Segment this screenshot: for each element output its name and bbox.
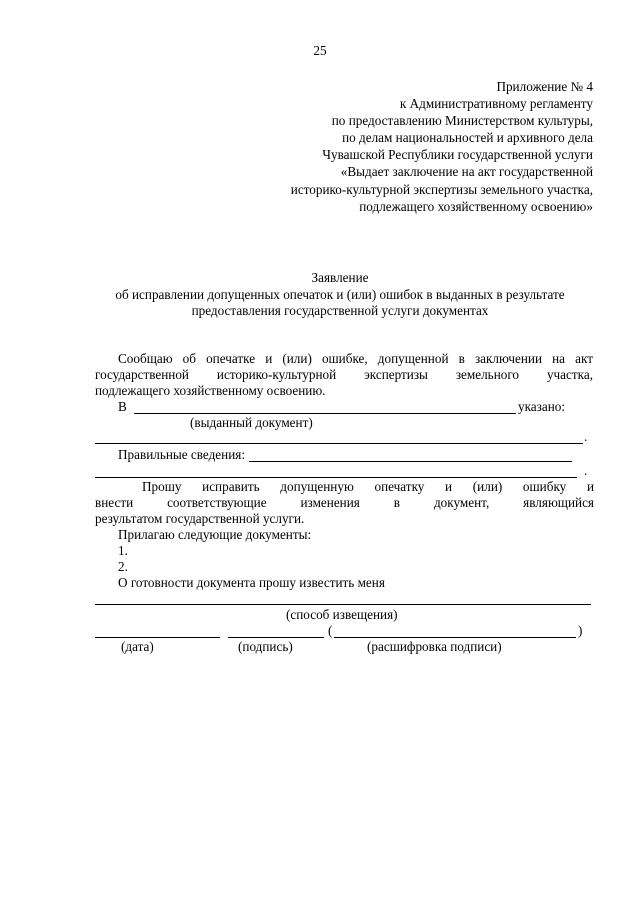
line-end-dot: . [584,463,588,478]
in-prefix: В [118,399,127,414]
body-paragraph-line: государственной историко-культурной экспертизы земельного участка, [95,367,593,382]
request-line: внести соответствующие изменения в документ, являющийся [95,495,594,510]
appendix-line: «Выдает заключение на акт государственной [340,164,593,180]
decoding-caption: (расшифровка подписи) [367,639,502,654]
correct-info-field[interactable] [249,461,572,462]
appendix-line: Чувашской Республики государственной услуги [322,147,593,163]
signature-field[interactable] [228,637,324,638]
issued-document-field[interactable] [134,413,516,414]
appendix-header [291,79,593,216]
notify-label: О готовности документа прошу известить меня [118,575,385,590]
page-number: 25 [313,43,327,58]
appendix-line: Приложение № 4 [496,79,593,94]
appendix-line: историко-культурной экспертизы земельного участка, [290,181,593,197]
signature-caption: (подпись) [238,639,293,654]
document-subtitle-line: предоставления государственной услуги документах [191,303,489,318]
attach-label: Прилагаю следующие документы: [118,527,312,542]
attach-item-2: 2. [118,559,128,574]
attach-item-1: 1. [118,543,128,558]
request-line: Прошу исправить допущенную опечатку и (или) ошибку и [142,479,594,494]
request-line: результатом государственной услуги. [95,511,305,526]
notify-method-field[interactable] [95,604,591,605]
appendix-line: подлежащего хозяйственному освоению» [359,198,593,214]
body-paragraph-line: Сообщаю об опечатке и (или) ошибке, допущенной в заключении на акт [118,351,593,366]
paren-close: ) [578,623,583,638]
issued-document-caption: (выданный документ) [190,415,313,430]
document-subtitle-line: об исправлении допущенных опечаток и (или) ошибок в выданных в результате [115,287,565,302]
correct-info-label: Правильные сведения: [118,447,246,462]
date-field[interactable] [95,637,220,638]
body-paragraph-line: подлежащего хозяйственному освоению. [95,383,326,398]
signature-decoding-field[interactable] [334,637,576,638]
appendix-line: по предоставлению Министерством культуры, [331,113,593,129]
line-end-dot: . [584,429,588,444]
appendix-line: по делам национальностей и архивного дела [342,130,593,146]
error-description-field[interactable] [95,443,583,444]
in-suffix: указано: [518,399,566,414]
document-title: Заявление [311,270,369,285]
paren-open: ( [328,623,333,638]
appendix-line: к Административному регламенту [399,96,593,112]
correct-info-field-2[interactable] [95,477,577,478]
date-caption: (дата) [121,639,154,654]
notify-caption: (способ извещения) [286,607,398,622]
